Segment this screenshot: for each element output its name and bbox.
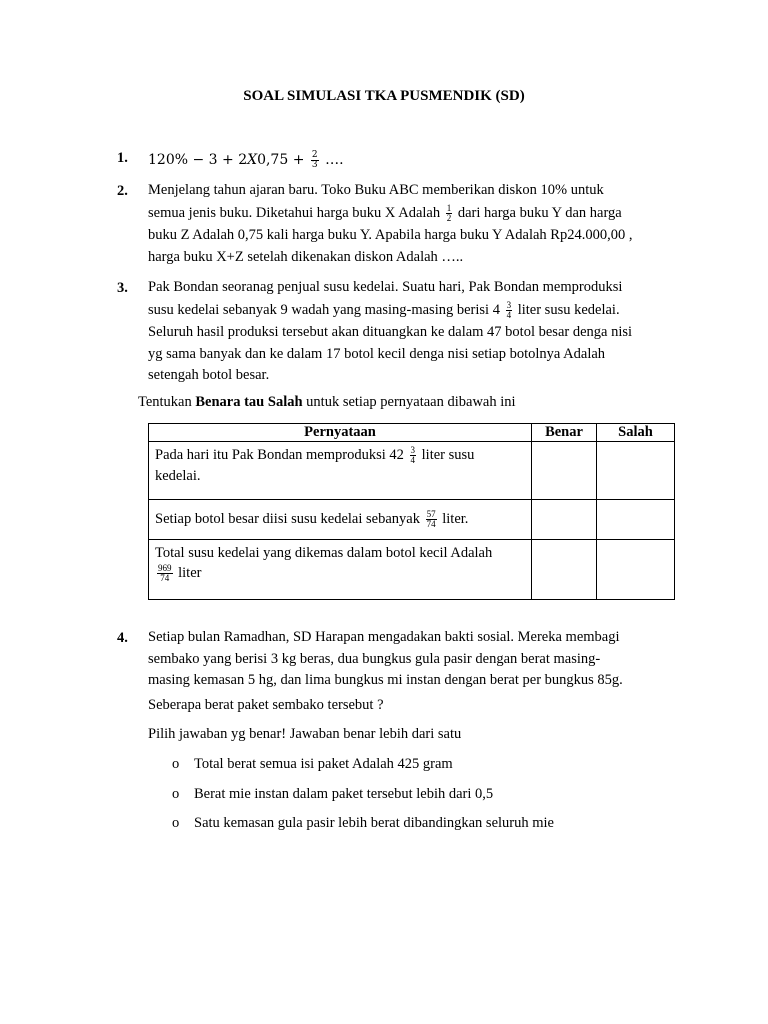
statement-cell: Total susu kedelai yang dikemas dalam botol kecil Adalah $\frac{969}{74}$ liter bbox=[149, 540, 532, 600]
q3-line-3: Seluruh hasil produksi tersebut akan dituangkan ke dalam 47 botol besar denga nisi bbox=[148, 324, 633, 340]
question-4-text bbox=[148, 627, 678, 692]
q3-fraction: $\frac{3}{4}$ bbox=[506, 299, 512, 320]
q2-line-2: semua jenis buku. Diketahui harga buku X Adalah $\frac{1}{2}$ dari harga buku Y dan harga bbox=[148, 202, 622, 223]
salah-cell[interactable] bbox=[597, 442, 675, 500]
question-2-text bbox=[148, 180, 678, 268]
statement-table bbox=[148, 423, 675, 600]
option-bullet[interactable]: o bbox=[172, 786, 180, 802]
instruction-bold: Benara tau Salah bbox=[195, 394, 303, 410]
q2-line-1: Menjelang tahun ajaran baru. Toko Buku ABC memberikan diskon 10% untuk bbox=[148, 182, 604, 198]
option-2-label[interactable]: Berat mie instan dalam paket tersebut lebih dari 0,5 bbox=[194, 786, 494, 802]
row3-fraction: $\frac{969}{74}$ bbox=[158, 563, 172, 584]
statement-cell: Pada hari itu Pak Bondan memproduksi 42 $\frac{3}{4}$ liter susu kedelai. bbox=[149, 442, 532, 500]
benar-cell[interactable] bbox=[532, 540, 597, 600]
table-row bbox=[149, 442, 675, 500]
row1-fraction: $\frac{3}{4}$ bbox=[410, 445, 416, 466]
q2-line-3: buku Z Adalah 0,75 kali harga buku Y. Apabila harga buku Y Adalah Rp24.000,00 , bbox=[148, 227, 633, 243]
q4-prompt: Pilih jawaban yg benar! Jawaban benar lebih dari satu bbox=[148, 726, 462, 742]
benar-cell[interactable] bbox=[532, 500, 597, 540]
q1-expr-pre: 120% − 3 + 2 bbox=[148, 152, 248, 168]
q4-line-1: Setiap bulan Ramadhan, SD Harapan mengadakan bakti sosial. Mereka membagi bbox=[148, 629, 620, 645]
salah-cell[interactable] bbox=[597, 540, 675, 600]
question-number-2: 2. bbox=[117, 183, 128, 199]
row2-fraction: $\frac{57}{74}$ bbox=[426, 509, 436, 529]
q3-line-1: Pak Bondan seoranag penjual susu kedelai. Suatu hari, Pak Bondan memproduksi bbox=[148, 279, 623, 295]
page-title: SOAL SIMULASI TKA PUSMENDIK (SD) bbox=[243, 88, 525, 104]
question-number-1: 1. bbox=[117, 150, 128, 166]
q1-fraction: $\frac{2}{3}$ bbox=[311, 149, 318, 170]
benar-cell[interactable] bbox=[532, 442, 597, 500]
question-number-4: 4. bbox=[117, 630, 128, 646]
q2-fraction: $\frac{1}{2}$ bbox=[446, 202, 452, 223]
statement-cell: Setiap botol besar diisi susu kedelai sebanyak $\frac{57}{74}$ liter. bbox=[149, 500, 532, 540]
option-1-label[interactable]: Total berat semua isi paket Adalah 425 gram bbox=[194, 756, 453, 772]
q4-question: Seberapa berat paket sembako tersebut ? bbox=[148, 697, 384, 713]
header-benar: Benar bbox=[532, 424, 597, 442]
option-bullet[interactable]: o bbox=[172, 815, 180, 831]
q3-line-4: yg sama banyak dan ke dalam 17 botol kecil denga nisi setiap botolnya Adalah bbox=[148, 345, 606, 362]
table-header-row bbox=[149, 424, 675, 442]
table-row bbox=[149, 500, 675, 540]
q4-line-3: masing kemasan 5 hg, dan lima bungkus mi instan dengan berat per bungkus 85g. bbox=[148, 672, 623, 688]
q2-line-4: harga buku X+Z setelah dikenakan diskon Adalah ….. bbox=[148, 248, 464, 265]
option-bullet[interactable]: o bbox=[172, 756, 180, 772]
q1-expr-var: X bbox=[247, 152, 258, 168]
q1-expr-post: 0,75 + bbox=[257, 152, 305, 168]
header-pernyataan: Pernyataan bbox=[149, 424, 532, 442]
header-salah: Salah bbox=[597, 424, 675, 442]
table-row bbox=[149, 540, 675, 600]
question-3-text bbox=[148, 277, 678, 387]
q4-line-2: sembako yang berisi 3 kg beras, dua bungkus gula pasir dengan berat masing- bbox=[148, 650, 601, 667]
q1-expr-tail: …. bbox=[320, 152, 344, 168]
option-3-label[interactable]: Satu kemasan gula pasir lebih berat dibandingkan seluruh mie bbox=[194, 815, 554, 831]
q3-line-2: susu kedelai sebanyak 9 wadah yang masing-masing berisi 4 $\frac{3}{4}$ liter susu kedelai. bbox=[148, 299, 620, 320]
question-number-3: 3. bbox=[117, 280, 128, 296]
table-instruction: Tentukan Benara tau Salah untuk setiap pernyataan dibawah ini bbox=[138, 394, 516, 410]
salah-cell[interactable] bbox=[597, 500, 675, 540]
q3-line-5: setengah botol besar. bbox=[148, 367, 270, 383]
question-1-expression bbox=[148, 150, 678, 172]
